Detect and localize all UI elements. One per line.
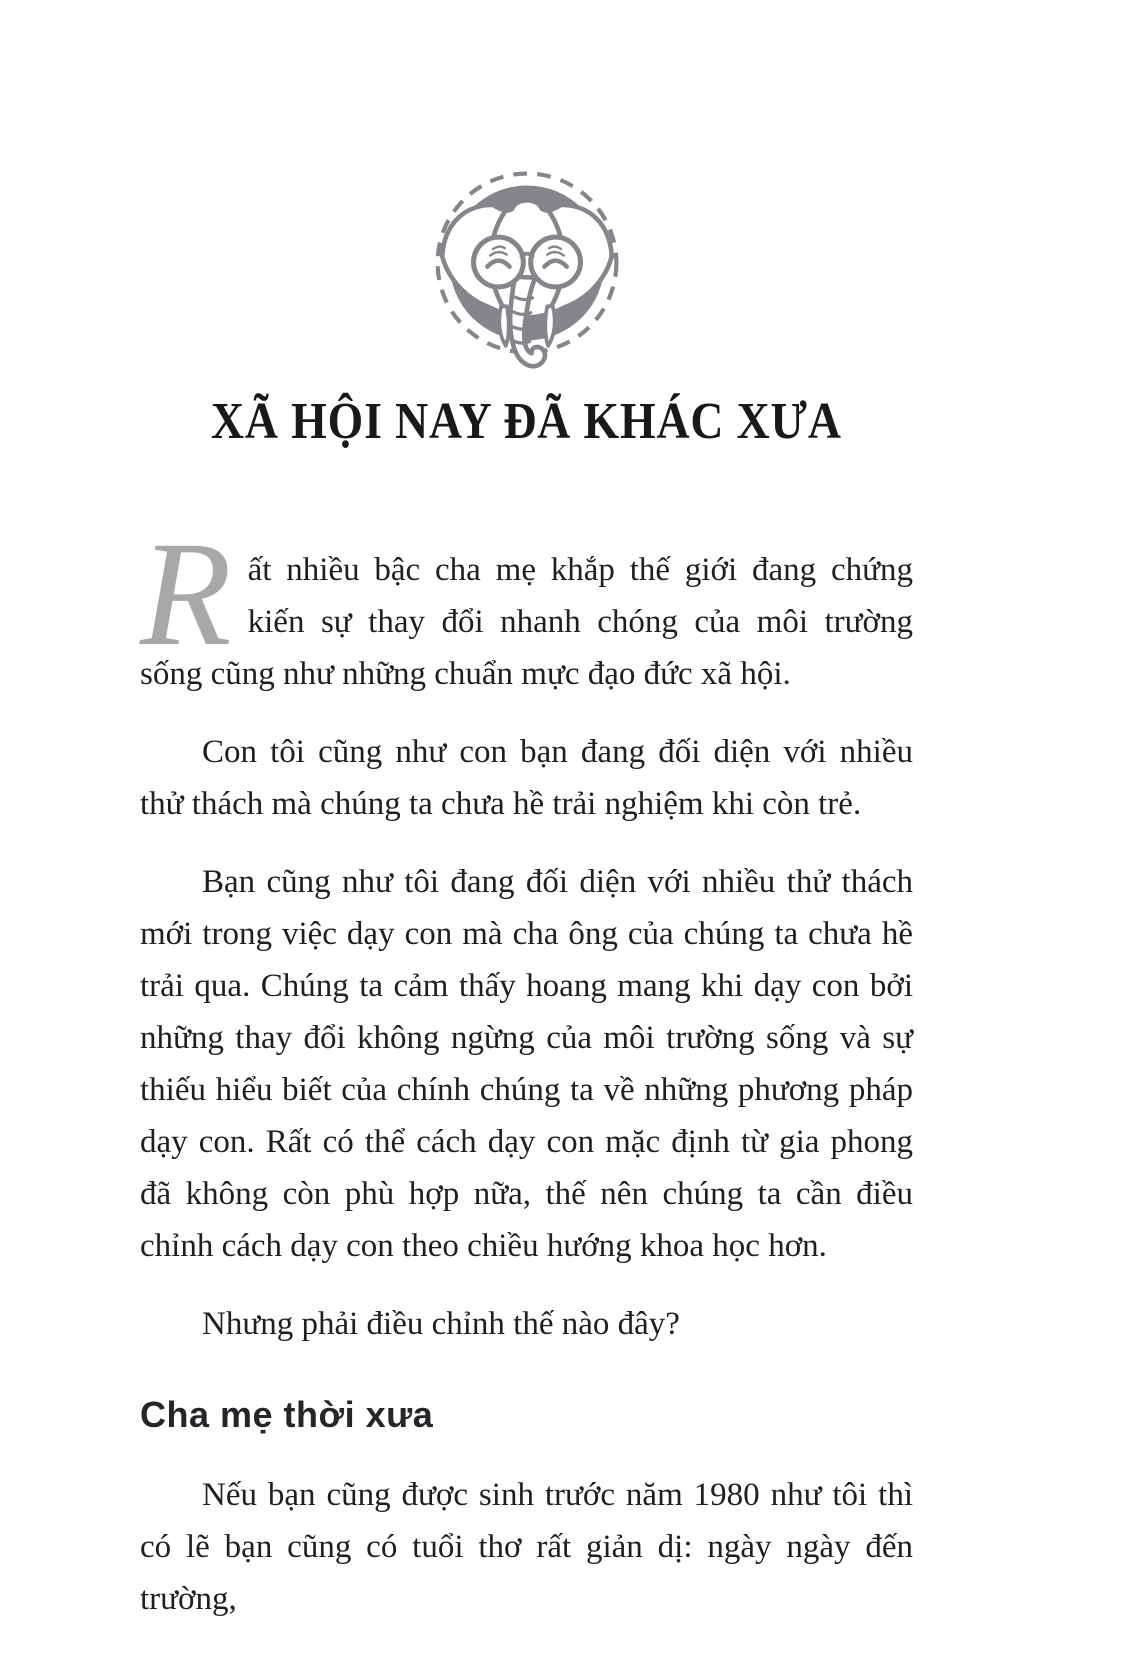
chapter-logo: [140, 168, 913, 391]
chapter-title: [140, 395, 913, 450]
section-heading: Cha mẹ thời xưa: [140, 1393, 434, 1435]
paragraph-5: Nếu bạn cũng được sinh trước năm 1980 như tôi thì có lẽ bạn cũng có tuổi thơ rất giản dị: ngày ngày đến trường,: [140, 1477, 913, 1618]
paragraph-1: [140, 510, 913, 700]
drop-cap: R: [140, 510, 232, 677]
paragraph-2: Con tôi cũng như con bạn đang đối diện với nhiều thử thách mà chúng ta chưa hề trải nghiệm khi còn trẻ.: [140, 733, 913, 822]
paragraph-1-text: ất nhiều bậc cha mẹ khắp thế giới đang chứng kiến sự thay đổi nhanh chóng của môi trường sống cũng như những chuẩn mực đạo đức xã hội.: [140, 551, 913, 692]
elephant-glasses-icon: [421, 168, 633, 391]
chapter-body: [140, 510, 913, 1625]
chapter-title-text: XÃ HỘI NAY ĐÃ KHÁC XƯA: [211, 393, 842, 451]
paragraph-4: Nhưng phải điều chỉnh thế nào đây?: [202, 1305, 680, 1342]
paragraph-3: Bạn cũng như tôi đang đối diện với nhiều thử thách mới trong việc dạy con mà cha ông của chúng ta chưa hề trải qua. Chúng ta cảm thấy hoang mang khi dạy con bởi những thay đổi không ngừng của môi trường sống và sự thiếu hiểu biết của chính chúng ta về những phương pháp dạy con. Rất có thể cách dạy con mặc định từ gia phong đã không còn phù hợp nữa, thế nên chúng ta cần điều chỉnh cách dạy con theo chiều hướng khoa học hơn.: [140, 863, 913, 1264]
